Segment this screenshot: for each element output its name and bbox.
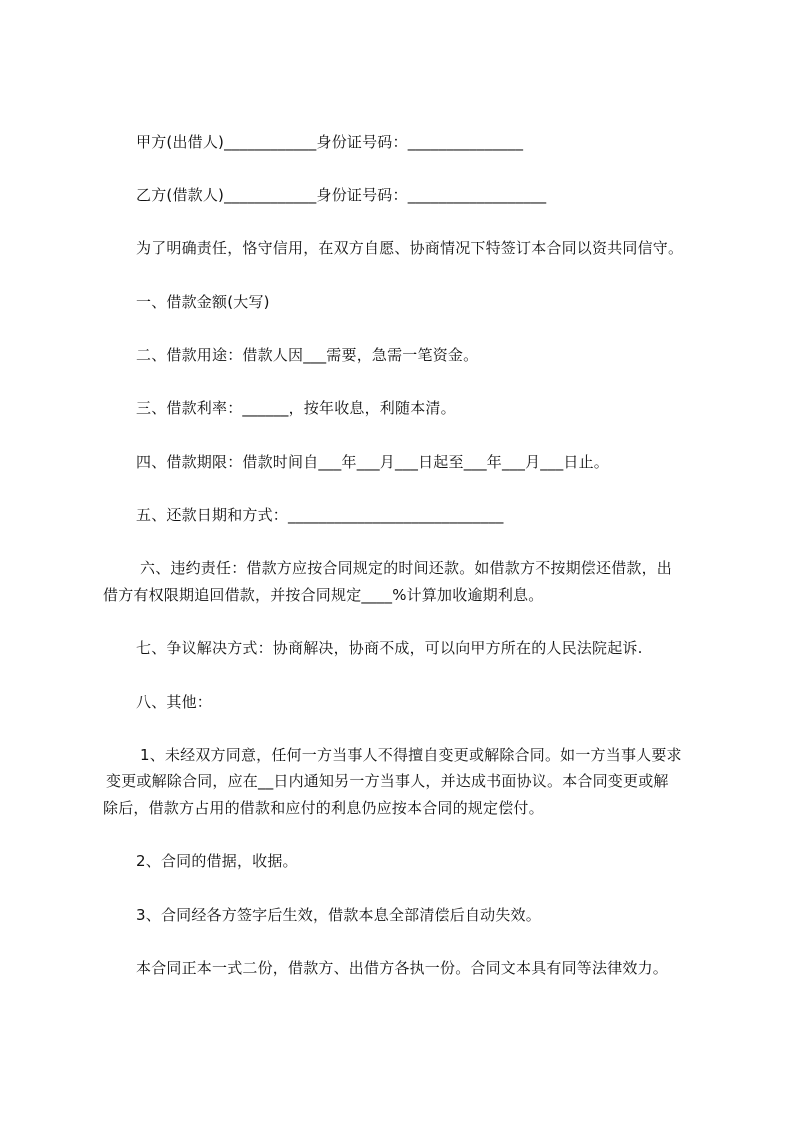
item-2: 2、合同的借据，收据。	[136, 852, 298, 870]
party-a-line: 甲方(出借人)____________身份证号码：_______________	[136, 133, 524, 151]
clause-other: 八、其他：	[136, 693, 213, 711]
item-1-line-2: 变更或解除合同，应在__日内通知另一方当事人，并达成书面协议。本合同变更或解	[106, 772, 669, 790]
clause-interest-rate: 三、借款利率：______，按年收息，利随本清。	[136, 399, 456, 417]
item-1-line-1: 1、未经双方同意，任何一方当事人不得擅自变更或解除合同。如一方当事人要求	[140, 746, 682, 764]
clause-dispute-resolution: 七、争议解决方式：协商解决，协商不成，可以向甲方所在的人民法院起诉.	[136, 639, 643, 657]
preamble-paragraph: 为了明确责任，恪守信用，在双方自愿、协商情况下特签订本合同以资共同信守。	[136, 239, 684, 257]
clause-breach-line-2: 借方有权限期追回借款，并按合同规定____%计算加收逾期利息。	[103, 586, 544, 604]
clause-loan-term: 四、借款期限：借款时间自___年___月___日起至___年___月___日止。	[136, 453, 610, 471]
item-1-line-3: 除后，借款方占用的借款和应付的利息仍应按本合同的规定偿付。	[103, 799, 544, 817]
clause-loan-amount: 一、借款金额(大写)	[136, 293, 270, 311]
closing-paragraph: 本合同正本一式二份，借款方、出借方各执一份。合同文本具有同等法律效力。	[136, 959, 669, 977]
clause-loan-purpose: 二、借款用途：借款人因___需要，急需一笔资金。	[136, 346, 479, 364]
item-3: 3、合同经各方签字后生效，借款本息全部清偿后自动失效。	[136, 906, 541, 924]
party-b-line: 乙方(借款人)____________身份证号码：__________________	[136, 186, 547, 204]
clause-breach-line-1: 六、违约责任：借款方应按合同规定的时间还款。如借款方不按期偿还借款，出	[140, 559, 673, 577]
clause-repayment: 五、还款日期和方式：____________________________	[136, 506, 504, 524]
